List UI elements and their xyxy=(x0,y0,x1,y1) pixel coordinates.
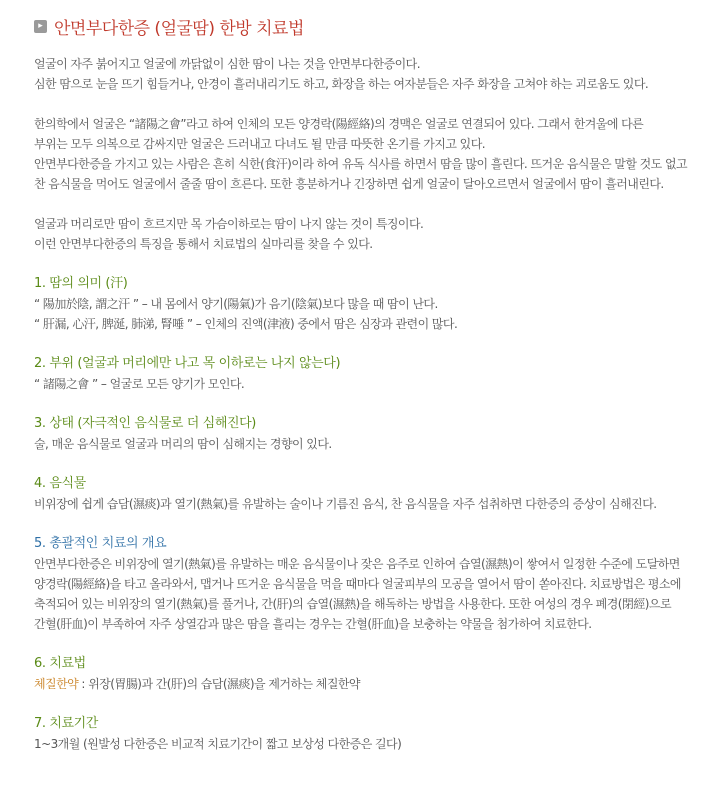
section-duration xyxy=(34,714,697,754)
body-line: “ 陽加於陰, 謂之汗 ” – 내 몸에서 양기(陽氣)가 음기(陰氣)보다 많을 때 땀이 난다. xyxy=(34,297,438,311)
section-food xyxy=(34,474,697,514)
intro-paragraph-2 xyxy=(34,114,697,194)
section-treatment xyxy=(34,654,697,694)
intro-paragraph-1 xyxy=(34,54,697,94)
body-line: “ 肝漏, 心汗, 脾涎, 肺涕, 腎唾 ” – 인체의 진액(津液) 중에서 땀은 심장과 관련이 많다. xyxy=(34,317,458,331)
body-line xyxy=(34,674,697,694)
body-line: 심한 땀으로 눈을 뜨기 힘들거나, 안경이 흘러내리기도 하고, 화장을 하는 여자분들은 자주 화장을 고쳐야 하는 괴로움도 있다. xyxy=(34,77,649,91)
body-line: 1~3개월 (원발성 다한증은 비교적 치료기간이 짧고 보상성 다한증은 길다) xyxy=(34,737,402,751)
body-line: 얼굴과 머리로만 땀이 흐르지만 목 가슴이하로는 땀이 나지 않는 것이 특징이다. xyxy=(34,217,424,231)
section-condition xyxy=(34,414,697,454)
body-line: 이런 안면부다한증의 특징을 통해서 치료법의 실마리를 찾을 수 있다. xyxy=(34,237,373,251)
body-line: “ 諸陽之會 ” – 얼굴로 모든 양기가 모인다. xyxy=(34,377,245,391)
body-line: 안면부다한증을 가지고 있는 사람은 흔히 식한(食汗)이라 하여 유독 식사를 하면서 땀을 많이 흘린다. 뜨거운 음식물은 말할 것도 없고 xyxy=(34,157,688,171)
section-heading: 2. 부위 (얼굴과 머리에만 나고 목 이하로는 나지 않는다) xyxy=(34,356,341,371)
body-line: 얼굴이 자주 붉어지고 얼굴에 까닭없이 심한 땀이 나는 것을 안면부다한증이다. xyxy=(34,57,420,71)
body-line: 간혈(肝血)이 부족하여 자주 상열감과 많은 땀을 흘리는 경우는 간혈(肝血)을 보충하는 약물을 첨가하여 치료한다. xyxy=(34,617,592,631)
body-line: 한의학에서 얼굴은 “諸陽之會”라고 하여 인체의 모든 양경락(陽經絡)의 경맥은 얼굴로 연결되어 있다. 그래서 한겨울에 다른 xyxy=(34,117,644,131)
section-heading: 4. 음식물 xyxy=(34,476,86,491)
body-line: 비위장에 쉽게 습담(濕痰)과 열기(熱氣)를 유발하는 술이나 기름진 음식, 찬 음식물을 자주 섭취하면 다한증의 증상이 심해진다. xyxy=(34,497,657,511)
body-line: 부위는 모두 의복으로 감싸지만 얼굴은 드러내고 다녀도 될 만큼 따뜻한 온기를 가지고 있다. xyxy=(34,137,485,151)
title-row xyxy=(34,14,697,38)
page-title: 안면부다한증 (얼굴땀) 한방 치료법 xyxy=(54,18,304,39)
treatment-term: 체질한약 xyxy=(34,677,79,691)
body-line: 술, 매운 음식물로 얼굴과 머리의 땀이 심해지는 경향이 있다. xyxy=(34,437,332,451)
intro-paragraph-3 xyxy=(34,214,697,254)
section-location xyxy=(34,354,697,394)
body-line: 양경락(陽經絡)을 타고 올라와서, 맵거나 뜨거운 음식물을 먹을 때마다 얼굴피부의 모공을 열어서 땀이 쏟아진다. 치료방법은 평소에 xyxy=(34,577,681,591)
section-overview xyxy=(34,534,697,634)
chevron-right-icon: ▸ xyxy=(34,20,47,33)
section-heading: 3. 상태 (자극적인 음식물로 더 심해진다) xyxy=(34,416,256,431)
body-line: 찬 음식물을 먹어도 얼굴에서 줄줄 땀이 흐른다. 또한 흥분하거나 긴장하면 쉽게 얼굴이 달아오르면서 얼굴에서 땀이 흘러내린다. xyxy=(34,177,664,191)
section-heading: 6. 치료법 xyxy=(34,656,86,671)
body-line: 축적되어 있는 비위장의 열기(熱氣)를 풀거나, 간(肝)의 습열(濕熱)을 해독하는 방법을 사용한다. 또한 여성의 경우 폐경(閉經)으로 xyxy=(34,597,671,611)
section-heading: 1. 땀의 의미 (汗) xyxy=(34,276,128,291)
section-heading: 5. 총괄적인 치료의 개요 xyxy=(34,536,167,551)
section-meaning xyxy=(34,274,697,334)
treatment-description: : 위장(胃腸)과 간(肝)의 습담(濕痰)을 제거하는 체질한약 xyxy=(78,677,360,691)
body-line: 안면부다한증은 비위장에 열기(熱氣)를 유발하는 매운 음식물이나 잦은 음주로 인하여 습열(濕熱)이 쌓여서 일정한 수준에 도달하면 xyxy=(34,557,680,571)
section-heading: 7. 치료기간 xyxy=(34,716,98,731)
